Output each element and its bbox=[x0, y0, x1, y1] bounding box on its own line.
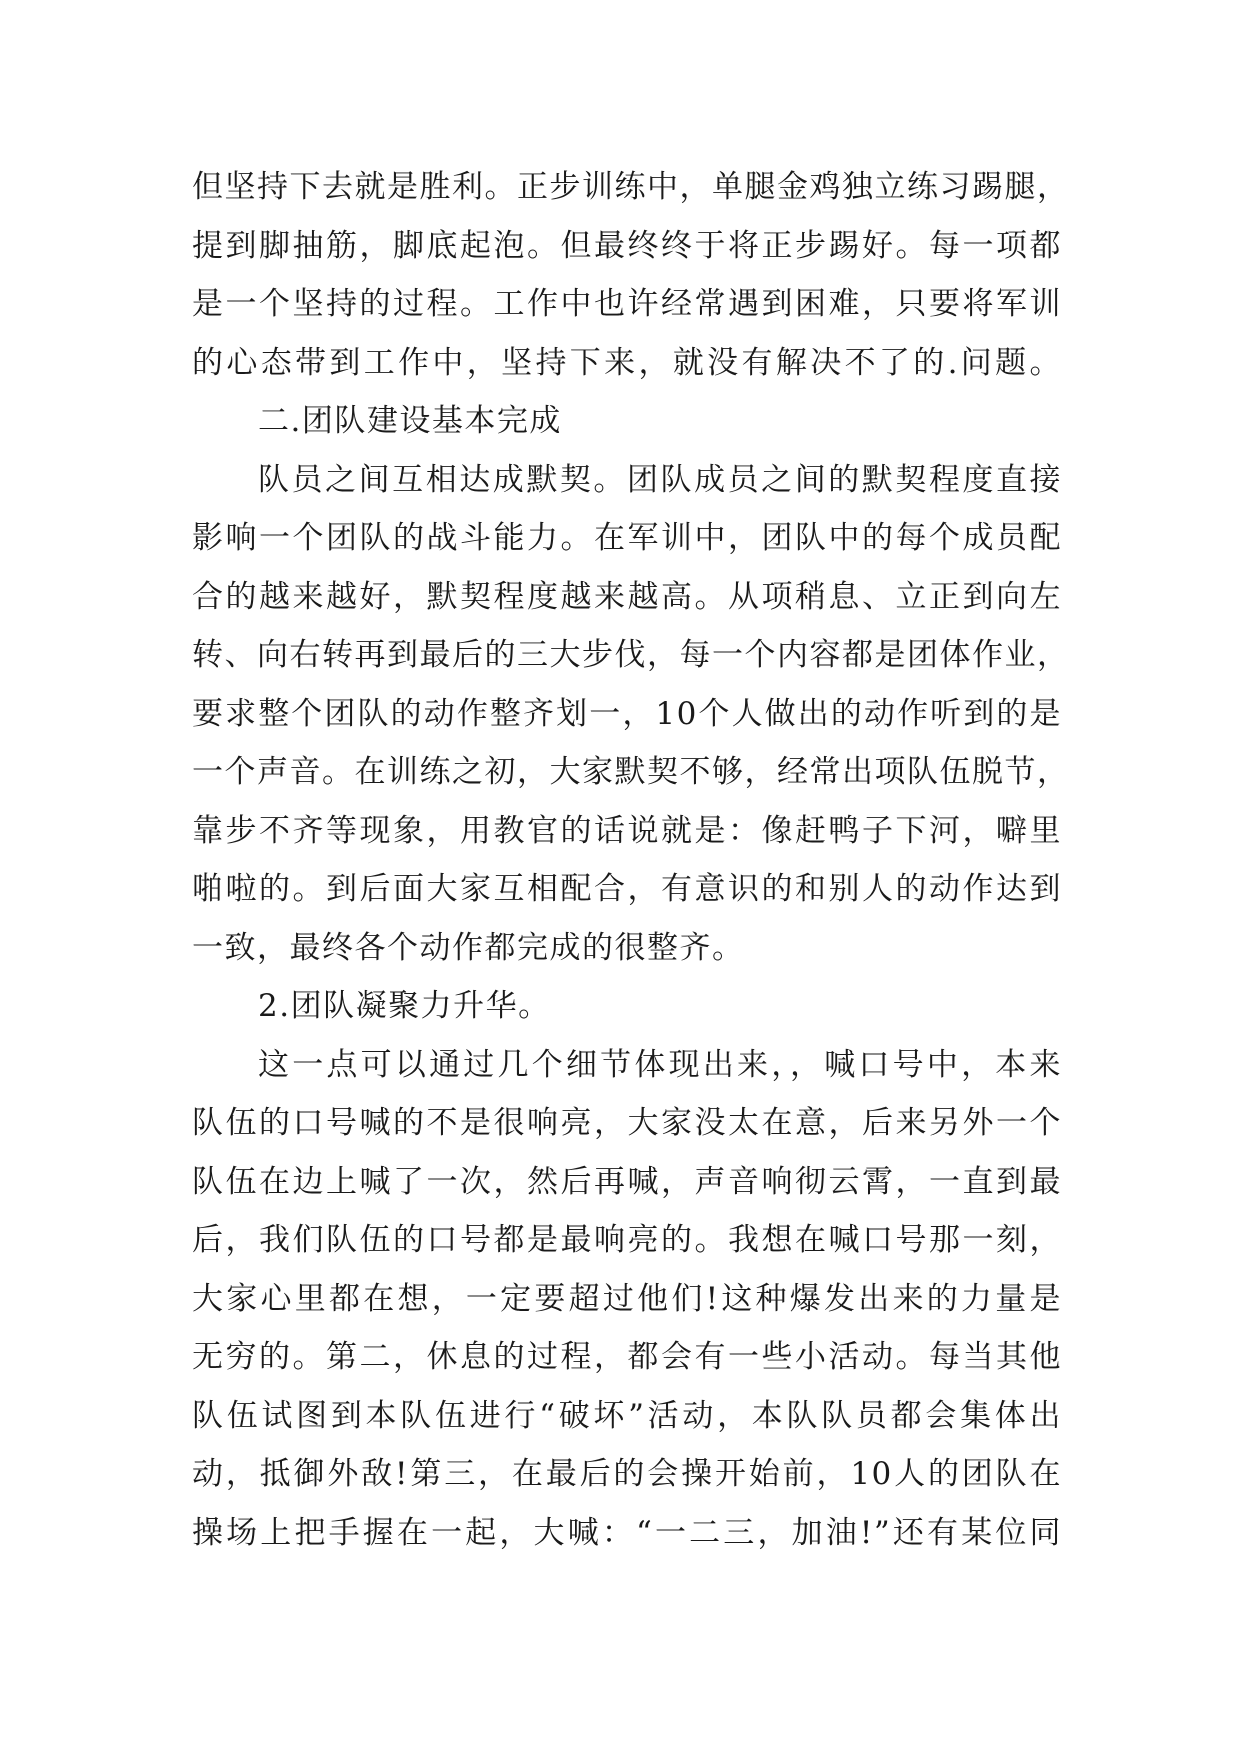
text-line: 操场上把手握在一起，大喊：“一二三，加油!”还有某位同 bbox=[192, 1514, 1062, 1551]
text-line: 转、向右转再到最后的三大步伐，每一个内容都是团体作业， bbox=[192, 637, 1070, 673]
subsection-heading: 2.团队凝聚力升华。 bbox=[258, 988, 551, 1024]
section-heading: 二.团队建设基本完成 bbox=[258, 403, 562, 439]
text-line: 无穷的。第二，休息的过程，都会有一些小活动。每当其他 bbox=[192, 1339, 1062, 1375]
text-line: 影响一个团队的战斗能力。在军训中，团队中的每个成员配 bbox=[192, 520, 1062, 556]
text-line: 但坚持下去就是胜利。正步训练中，单腿金鸡独立练习踢腿， bbox=[192, 169, 1070, 205]
text-line: 靠步不齐等现象，用教官的话说就是：像赶鸭子下河，噼里 bbox=[192, 812, 1062, 849]
text-line: 提到脚抽筋，脚底起泡。但最终终于将正步踢好。每一项都 bbox=[192, 227, 1062, 264]
text-line: 合的越来越好，默契程度越来越高。从项稍息、立正到向左 bbox=[192, 578, 1062, 615]
text-line: 一个声音。在训练之初，大家默契不够，经常出项队伍脱节， bbox=[192, 754, 1070, 790]
text-line: 要求整个团队的动作整齐划一，10个人做出的动作听到的是 bbox=[192, 695, 1062, 732]
text-line: 队员之间互相达成默契。团队成员之间的默契程度直接 bbox=[258, 461, 1062, 498]
text-line: 队伍在边上喊了一次，然后再喊，声音响彻云霄，一直到最 bbox=[192, 1163, 1062, 1200]
text-line: 大家心里都在想，一定要超过他们!这种爆发出来的力量是 bbox=[192, 1280, 1062, 1317]
text-line: 后，我们队伍的口号都是最响亮的。我想在喊口号那一刻， bbox=[192, 1222, 1062, 1258]
document-body bbox=[192, 158, 1070, 1562]
text-line: 动，抵御外敌!第三，在最后的会操开始前，10人的团队在 bbox=[192, 1456, 1062, 1492]
text-line: 是一个坚持的过程。工作中也许经常遇到困难，只要将军训 bbox=[192, 286, 1062, 322]
text-line: 队伍试图到本队伍进行“破坏”活动，本队队员都会集体出 bbox=[192, 1397, 1062, 1434]
text-line: 这一点可以通过几个细节体现出来，，喊口号中，本来 bbox=[258, 1046, 1062, 1083]
text-line: 队伍的口号喊的不是很响亮，大家没太在意，后来另外一个 bbox=[192, 1105, 1062, 1141]
text-line: 啪啦的。到后面大家互相配合，有意识的和别人的动作达到 bbox=[192, 871, 1062, 907]
text-line: 的心态带到工作中，坚持下来，就没有解决不了的.问题。 bbox=[192, 344, 1062, 381]
text-line: 一致，最终各个动作都完成的很整齐。 bbox=[192, 929, 745, 966]
